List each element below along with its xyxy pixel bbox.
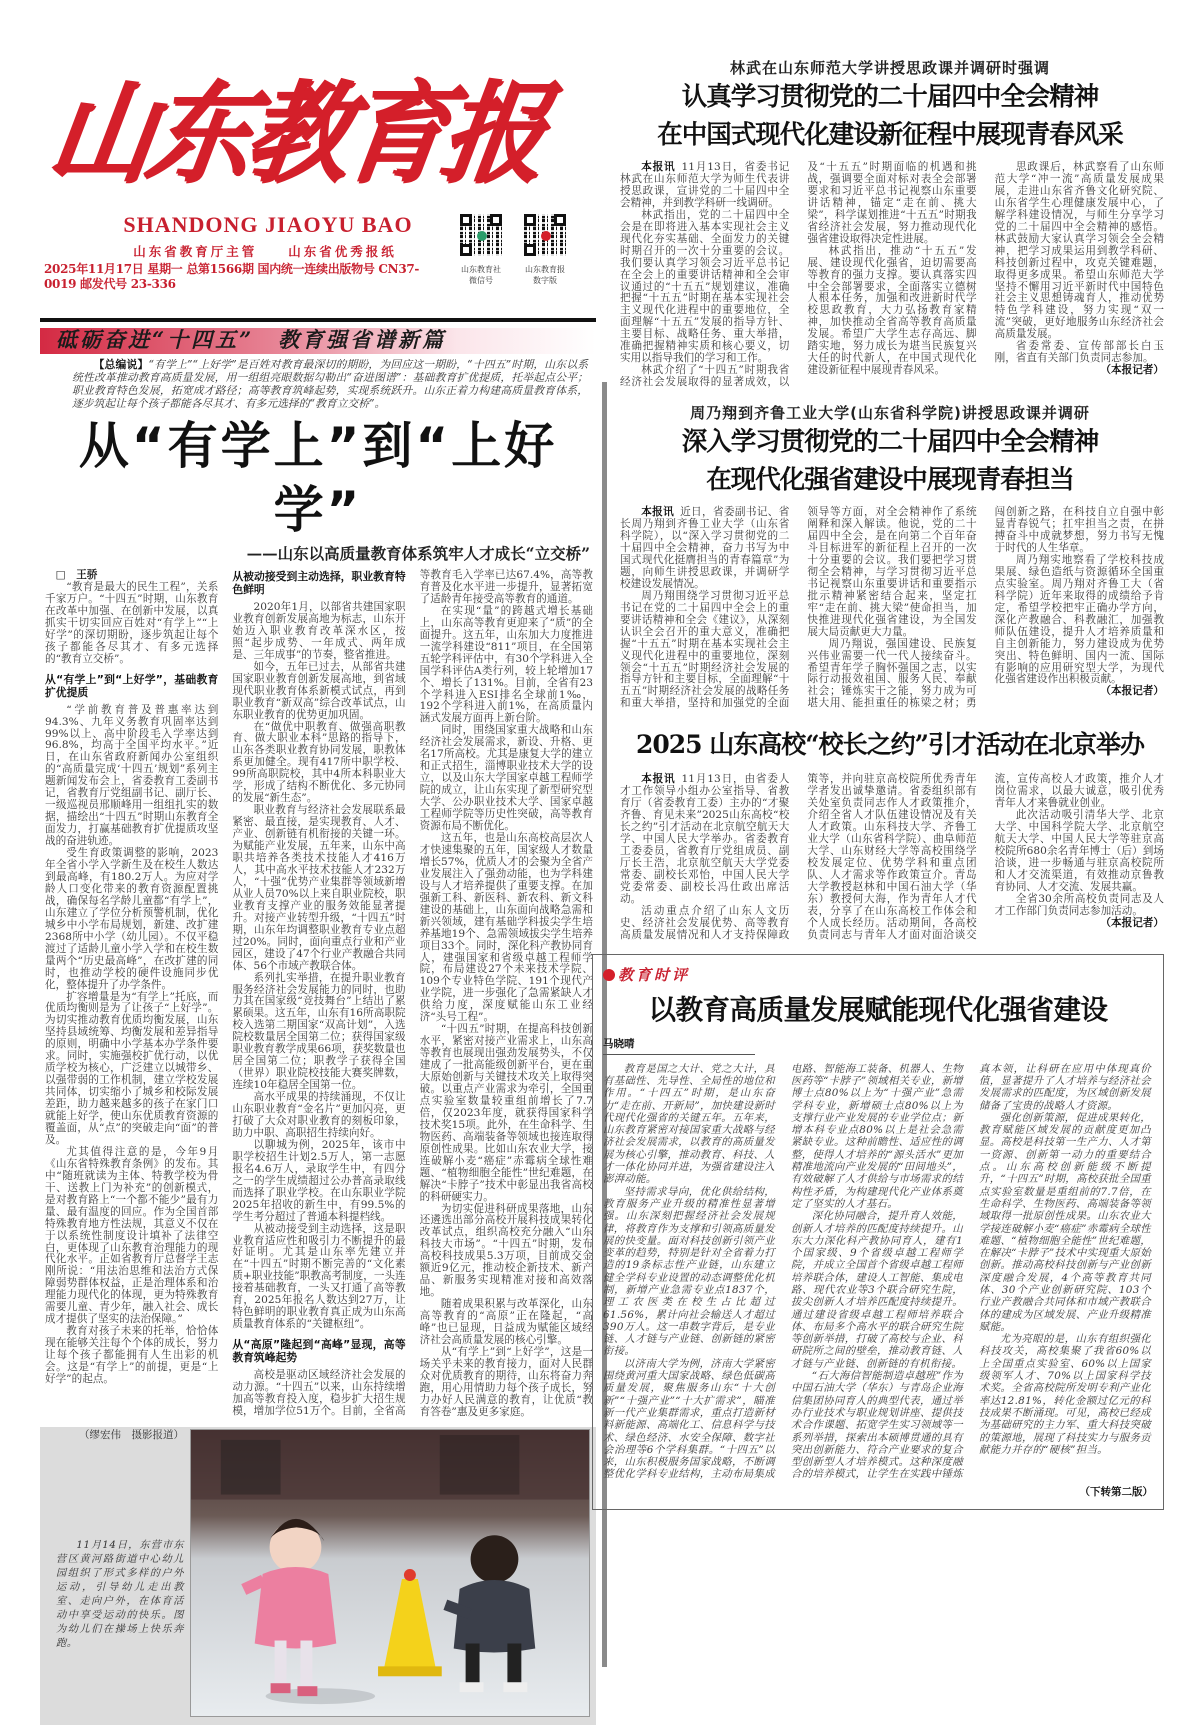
qr-code-icon — [522, 212, 568, 258]
article-1-body — [620, 162, 1164, 389]
dateline-label: 本报讯 — [641, 506, 675, 519]
paragraph: 受生育政策调整的影响，2023年全省小学入学新生及在校生人数达到最高峰，有180.2万人。为应对学龄人口变化带来的教育资源配置挑战，确保每名学龄儿童都“有学上”，山东建立了学位分析预警机制，优化城乡中小学布局规划，新建、改扩建2368所中小学（幼儿园）。不仅平稳渡过了适龄儿童小学入学和在校生数量两个“历史最高峰”，在改扩建的同时，也推动学校的硬件设施同步优化，整体提升了办学条件。 — [45, 847, 219, 991]
paragraph: 职业教育与经济社会发展联系最紧密、最直接，是实现教育、人才、产业、创新链有机衔接的关键一环。为赋能产业发展，五年来，山东中高职共培养各类技术技能人才416万人，其中高水平技术技能人才232万人，“十强”优势产业集群等领域新增从业人员70%以上来自职业院校，职业教育支撑产业的服务效能显著提升。对接产业转型升级，“十四五”时期，山东年均调整职业教育专业点超过20%。同时，面向重点行业和产业园区，建设了47个行业产教融合共同体、56个市域产教联合体。 — [232, 804, 406, 972]
series-banner — [40, 328, 596, 354]
paragraph: 随着成果积累与改革深化，山东高等教育的“高原”正在隆起，“高峰”也已显现，日益成为赋能区域经济社会高质量发展的核心引擎。 — [419, 1298, 593, 1346]
paragraph: 周乃翔说，强国建设、民族复兴伟业需要一代一代人接续奋斗。希望青年学子胸怀强国之志，以实际行动报效祖国、服务人民、奉献社会；锤炼实干之能，努力成为可堪大用、能担重任的栋梁之材；勇闯创新之路，在科技自立自强中彰显青春锐气；扛牢担当之责，在拼搏奋斗中成就梦想，努力书写无愧于时代的人生华章。 — [807, 506, 1164, 710]
paragraph-text: 11月13日，省委书记林武在山东师范大学为师生代表讲授思政课，宣讲党的二十届四中全会精神，并到教学科研一线调研。 — [620, 161, 790, 209]
right-column — [603, 58, 1166, 1510]
article-3-headline[interactable]: 2025 山东高校“校长之约”引才活动在北京举办 — [635, 730, 1145, 760]
paragraph: 在实现“量”的跨越式增长基础上，山东高等教育更迎来了“质”的全面提升。这五年，山东加大力度推进一流学科建设“811”项目，在全国第五轮学科评估中，有30个学科进入全国学科评估A类行列，较上轮增加17个、增长了131%。目前，全省有23个学科进入ESI排名全球前1‰，192个学科进入前1%，在高质量内涵式发展方面再上新台阶。 — [419, 604, 593, 725]
commentary-author: 马晓晴 — [603, 1037, 755, 1055]
newspaper-english-name: SHANDONG JIAOYU BAO — [123, 212, 413, 237]
paragraph: “学前教育普及普惠率达到94.3%、九年义务教育巩固率达到99%以上、高中阶段毛入学率达到96.8%，均高于全国平均水平。”近日，在山东省政府新闻办公室组织的“高质量完成‘十四五’规划”系列主题新闻发布会上，省委教育工委副书记，省教育厅党组副书记、副厅长、一级巡视员邢顺峰用一组组扎实的数据，描绘出“十四五”时期山东教育全面发力，打赢基础教育扩优提质攻坚战的奋进轨迹。 — [45, 703, 219, 848]
article-1-headline-line-2[interactable]: 在中国式现代化建设新征程中展现青春风采 — [657, 120, 1123, 150]
lead-story-title[interactable]: 从“有学上”到“上好学” — [78, 417, 558, 539]
paragraph: 从“有学上”到“上好学”，这是一场关乎未来的教育接力，面对人民群众对优质教育的期待，山东将奋力奔跑，用心用情助力每个孩子成长，努力办好人民满意的教育，让优质“教育答卷”惠及更多家庭。 — [419, 1345, 593, 1418]
newspaper-logo: 山东教育报 — [40, 67, 550, 198]
lead-story-body — [45, 570, 593, 1419]
paragraph: 尤为亮眼的是，山东有组织强化科技攻关，高校集聚了我省60%以上全国重点实验室、60%以上国家级领军人才、70%以上国家科学技术奖。全省高校院所发明专利产业化率达12.81%，转化金额过亿元的科技成果不断涌现。可见，高校已经成为基础研究的主力军、重大科技突破的策源地，展现了科技实力与服务贡献能力并存的“硬核”担当。 — [979, 1333, 1151, 1456]
photo-credit: （缪宏伟 摄影报道） — [79, 1428, 184, 1441]
photo-caption: 11月14日，东营市东营区黄河路街道中心幼儿园组织了形式多样的户外运动，引导幼儿走出教室、走向户外，在体育活动中享受运动的快乐。图为幼儿们在操场上快乐奔跑。 — [56, 1539, 184, 1649]
paragraph: 从被动接受到主动选择，这是职业教育适应性和吸引力不断提升的最好证明。尤其是山东率先建立并在“十四五”时期不断完善的“文化素质+职业技能”职教高考制度，一头连接着基础教育，一头又打通了高等教育，2025年报名人数达到27万，让特色鲜明的职业教育真正成为山东高质量教育体系的“关键枢纽”。 — [232, 1222, 406, 1331]
reporter-sign: （本报记者） — [1100, 916, 1164, 929]
article-2-headline[interactable]: 深入学习贯彻党的二十届四中全会精神 — [681, 427, 1099, 458]
reporter-sign: （本报记者） — [1100, 364, 1164, 377]
qr-label-line: 数字版 — [533, 276, 557, 285]
editorial-label: 【总编说】 — [93, 358, 149, 371]
paragraph — [620, 774, 789, 905]
reporter-sign: （本报记者） — [1100, 685, 1164, 698]
editorial-text: “有学上”“上好学”是百姓对教育最深切的期盼，为回应这一期盼，“十四五”时期，山东以系统性改革推动教育高质量发展，用一组组亮眼数据勾勒出“奋进图谱”：基础教育扩优提质，托举起点公平；职业教育特色发展，拓宽成才路径；高等教育筑峰起势，实现系统跃升。山东正着力构建高质量教育体系，逐步筑起让每个孩子都能各尽其才、有多元选择的“教育立交桥”。 — [72, 358, 588, 410]
paragraph: 2020年1月，以部省共建国家职业教育创新发展高地为标志，山东开始迈入职业教育改革深水区，按照“起步成势、一年成式、两年成是、三年成事”的节奏，整省推进。 — [232, 601, 406, 661]
qr-digital-edition[interactable] — [522, 212, 568, 258]
paragraph: 同时，围绕国家重大战略和山东经济社会发展需求，新设、升格、更名17所高校。尤其是康复大学的建立和正式招生，淄博职业技术大学的设立，以及山东大学国家卓越工程师学院的成立，让山东实现了新型研究型大学、公办职业技术大学、国家卓越工程师学院等历史性突破，高等教育资源布局不断优化。 — [419, 724, 593, 833]
article-3-body — [620, 774, 1164, 941]
commentary-body — [603, 1063, 1151, 1481]
paragraph: “石大海信智能制造卓越班”作为中国石油大学（华东）与青岛企业海信集团协同育人的典型代表，通过举办行业技术与职业规划讲座、提供技术合作课题、拓宽学生实习领域等一系列举措，探索出本硕博贯通的具有突出创新能力、符合产业要求的复合型创新型人才培养模式。这种深度融合的培养模式，让学生在实践中锤炼真本领，让科研在应用中体现真价值，显著提升了人才培养与经济社会发展需求的匹配度，为区域创新发展储备了宝贵的战略人才资源。 — [791, 1062, 1151, 1481]
qr-code-icon — [458, 212, 504, 258]
paragraph: 扩容增量是为“有学上”托底，而优质均衡则是为了让孩子“上好学”。为切实推动教育优质均衡发展，山东坚持县域统筹、均衡发展和差异指导的原则，明确中小学基本办学条件要求。同时，实施强校扩优行动，以优质学校为核心，广泛建立以城带乡、以强带弱的工作机制，建立学校发展共同体，切实缩小了城乡和校际发展差距，助力越来越多的孩子在家门口就能上好学，使山东优质教育资源的覆盖面，从“点”的突破走向“面”的普及。 — [45, 990, 219, 1146]
commentary-section-label — [603, 965, 1153, 985]
paragraph: 省委常委、宣传部部长白玉刚，省直有关部门负责同志参加。 — [994, 340, 1164, 365]
paragraph: 教育是国之大计、党之大计，具有基础性、先导性、全局性的地位和作用。“十四五”时期，是山东奋力“走在前、开新局”，加快建设新时代现代化强省的关键五年。五年来，山东教育紧密对接国家重大战略与经济社会发展需求，以教育的高质量发展为核心引擎，推动教育、科技、人才一体化协同并进，为强省建设注入澎湃动能。 — [603, 1062, 775, 1186]
editorial-note — [72, 358, 588, 410]
qr-wechat[interactable] — [458, 212, 504, 258]
paragraph: 深化协同融合，提升育人效能，创新人才培养的匹配度持续提升。山东大力深化科产教协同育人，建有1个国家级、9个省级卓越工程师学院，并成立全国首个省级卓越工程师培养联合体，建设人工智能、集成电路、现代农业等3个联合研究生院，拔尖创新人才培养匹配度持续提升。通过建设省级卓越工程师培养联合体、布局多个高水平的联合研究生院等创新举措，打破了高校与企业、科研院所之间的壁垒，推动教育链、人才链与产业链、创新链的有机衔接。 — [791, 1210, 963, 1370]
paragraph: 系列扎实举措，在提升职业教育服务经济社会发展能力的同时，也助力其在国家级“竞技舞台”上结出了累累硕果。这五年，山东有16所高职院校入选第二期国家“双高计划”，入选院校数量居全国第二位；获得国家级职业教育教学成果66项，获奖数量也居全国第二位；职教学子获得全国（世界）职业院校技能大赛奖牌数，连续10年稳居全国第一位。 — [232, 971, 406, 1092]
dateline-label: 本报讯 — [641, 161, 676, 173]
paragraph: 高校是驱动区域经济社会发展的动力源。“十四五”以来，山东持续增加高等教育投入度，稳步扩大招生规模，增加学位51万个。目前，全省高等教育毛入学率已达67.4%，高等教育普及化水平进一步提升，显著拓宽了适龄青年接受高等教育的通道。 — [232, 569, 593, 1417]
paragraph: “十四五”时期，在提高科技创新水平，紧密对接产业需求上，山东高等教育也展现出强劲发展势头，不仅建成了一批高能级创新平台，更在重大原始创新与关键技术攻关上取得突破。以重点产业需求为牵引，全国重点实验室数量较重组前增长了7.7倍，仅2023年度，就获得国家科学技术奖15项。此外，在生命科学、生物医药、高端装备等领域也接连取得原创性成果。比如山东农业大学，接连破解小麦“癌症”赤霉病全球性难题、“植物细胞全能性”世纪难题，在解决“卡脖子”技术中彰显出我省高校的科研硬实力。 — [419, 1023, 593, 1203]
article-2-body — [620, 507, 1164, 710]
paragraph: 强化创新策源，促进成果转化，教育赋能区域发展的贡献度更加凸显。高校是科技第一生产力、人才第一资源、创新第一动力的重要结合点。山东高校创新能级不断提升，“十四五”时期，高校获批全国重点实验室数量是重组前的7.7倍，在生命科学、生物医药、高端装备等领域取得一批原创性成果。山东农业大学接连破解小麦“癌症”赤霉病全球性难题、“植物细胞全能性”世纪难题，在解决“卡脖子”技术中实现重大原始创新。推动高校科技创新与产业创新深度融合发展，4个高等教育共同体、30个产业创新研究院、103个行业产教融合共同体和市域产教联合体的建成为区域发展、产业升级精准赋能。 — [979, 1111, 1151, 1333]
paragraph: 活动重点介绍了山东人文历史、经济社会发展优势、高等教育高质量发展情况和人才支持保障政策等，并向驻京高校院所优秀青年学者发出诚挚邀请。省委组织部有关处室负责同志作人才政策推介，介绍全省人才队伍建设情况及有关人才政策。山东科技大学、齐鲁工业大学（山东省科学院）、曲阜师范大学、山东财经大学等高校围绕学校发展定位、优势学科和重点团队、人才需求等作政策宣介。青岛大学教授赵林和中国石油大学（华东）教授何大海，作为青年人才代表，分享了在山东高校工作体会和个人成长经历。活动期间，各高校负责同志与青年人才面对面洽谈交流，宣传高校人才政策，推介人才岗位需求，以最大诚意，吸引优秀青年人才来鲁就业创业。 — [620, 773, 1164, 941]
paragraph: 此次活动吸引清华大学、北京大学、中国科学院大学、北京航空航天大学、中国人民大学等驻京高校院所680余名青年博士（后）到场洽谈，进一步畅通与驻京高校院所和人才交流渠道，有效推动京鲁教育协同、人才交流、发展共赢。 — [994, 809, 1164, 893]
news-photo-children-running[interactable] — [190, 1429, 590, 1717]
section-subhead: 从被动接受到主动选择，职业教育特色鲜明 — [232, 570, 406, 596]
photo-box — [40, 1427, 596, 1725]
paragraph: 全省30余所高校负责同志及人才工作部门负责同志参加活动。 — [994, 892, 1164, 917]
paragraph: 高水平成果的持续涌现，不仅让山东职业教育“金名片”更加闪亮，更打破了大众对职业教育的刻板印象，助力中职、高职招生持续向好。 — [232, 1091, 406, 1139]
continued-on-page-2[interactable]: （下转第二版） — [1079, 1485, 1153, 1498]
article-1-kicker: 林武在山东师范大学讲授思政课并调研时强调 — [729, 59, 1050, 77]
paragraph: 周乃翔实地察看了学校科技成果展、绿色造纸与资源循环全国重点实验室。周乃翔对齐鲁工大（省科学院）近年来取得的成绩给予肯定，希望学校把牢正确办学方向，深化产教融合、科教融汇，加强教师队伍建设，提升人才培养质量和自主创新能力，努力建设成为优势突出、特色鲜明、国内一流、国际有影响的应用研究型大学，为现代化强省建设作出积极贡献。 — [994, 553, 1164, 686]
qr-label-line: 山东教育社 — [461, 265, 501, 274]
paragraph: 以聊城为例，2025年，该市中职学校招生计划2.5万人，第一志愿报名4.6万人，录取学生中，有四分之一的学生成绩超过公办普高录取线而选择了职业学校。在山东职业学院2025年招收的新生中，有99.5%的学生考分超过了普通本科提档线。 — [232, 1138, 406, 1223]
paragraph: 如今，五年已过去，从部省共建国家职业教育创新发展高地，到省域现代职业教育体系新模式试点，再到职业教育“新双高”综合改革试点，山东职业教育的优势更加巩固。 — [232, 660, 406, 721]
dateline-label: 本报讯 — [641, 773, 676, 786]
paragraph: 以济南大学为例，济南大学紧密围绕黄河重大国家战略、绿色低碳高质量发展，聚焦服务山东“十大创新”“十强产业”“十大扩需求”，瞄准新一代产业集群需求，重点打造新材料新能源、高端化工、信息科学与技术、绿色经济、水安全保障、数字社会治理等6个学科集群。“十四五”以来，山东积极服务国家战略，不断调整优化学科专业结构，主动布局集成电路、智能海工装备、机器人、生物医药等“卡脖子”领域相关专业，新增博士点80%以上为“十强产业”急需学科专业，新增硕士点80%以上为支撑行业产业发展的专业学位点；新增本科专业点80%以上是社会急需紧缺专业。这种前瞻性、适应性的调整，使得人才培养的“源头活水”更加精准地流向产业发展的“田间地头”，有效破解了人才供给与市场需求的结构性矛盾，为构建现代化产业体系奠定了坚实的人才基石。 — [603, 1062, 963, 1481]
paragraph — [620, 162, 789, 210]
paragraph: 在“做优中职教育、做强高职教育、做大职业本科”思路的指导下，山东各类职业教育协同发展，职教体系更加健全。现有417所中职学校、99所高职院校，其中4所本科职业大学，形成了结构不断优化、多元协同的发展“新生态”。 — [232, 720, 406, 805]
paragraph — [620, 507, 789, 591]
paragraph: 林武介绍了“十四五”时期我省经济社会发展取得的显著成效，以及“十五五”时期面临的机遇和挑战，强调要全面对标对表全会部署要求和习近平总书记视察山东重要讲话精神，锚定“走在前、挑大梁”，科学谋划推进“十五五”时期我省经济社会发展，努力推动现代化强省建设取得决定性进展。 — [620, 161, 977, 389]
issue-date-line: 2025年11月17日 星期一 总第1566期 国内统一连续出版物号 CN37-0019 邮发代号 23-336 — [44, 262, 420, 291]
red-dot-icon — [603, 969, 615, 981]
qr-digital-label — [514, 264, 576, 286]
article-1-headline[interactable]: 认真学习贯彻党的二十届四中全会精神 — [681, 82, 1099, 112]
section-subhead: 从“有学上”到“上好学”，基础教育扩优提质 — [45, 672, 219, 699]
masthead-rule — [40, 318, 596, 322]
article-2-kicker: 周乃翔到齐鲁工业大学(山东省科学院)讲授思政课并调研 — [690, 404, 1090, 423]
article-2-headline-line-2[interactable]: 在现代化强省建设中展现青春担当 — [706, 465, 1074, 496]
paragraph: 这五年，也是山东高校高层次人才快速集聚的五年，国家级人才数量增长57%，优质人才的会聚为全省产业发展注入了强劲动能，也为学科建设与人才培养提供了重要支撑。在加强新工科、新医科、新农科、新文科建设的基础上，山东面向战略急需和新兴领域，建有基础学科拔尖学生培养基地19个、急需领域拔尖学生培养项目33个。同时，深化科产教协同育人，建强国家和省级卓越工程师学院，布局建设27个未来技术学院、109个专业特色学院、191个现代产业学院，进一步强化了急需紧缺人才供给力度，深度赋能山东工业经济“头号工程”。 — [419, 831, 593, 1024]
paragraph: 教育对孩子未来的托举，恰恰体现在能够关注每个个体的成长，努力让每个孩子都能拥有人生出彩的机会。这是“有学上”的前提，更是“上好学”的起点。 — [45, 1325, 219, 1385]
paragraph: 思政课后，林武察看了山东师范大学“冲一流”高质量发展成果展，走进山东省齐鲁文化研究院、山东省学生心理健康发展中心，了解学科建设情况，与师生分享学习党的二十届四中全会精神的感悟。林武鼓励大家认真学习领会全会精神，把学习成果运用到教学科研、科技创新过程中，攻克关键难题，取得更多成果。希望山东师范大学坚持不懈用习近平新时代中国特色社会主义思想铸魂育人，推动优势特色学科建设，努力实现“双一流”突破，更好地服务山东经济社会高质量发展。 — [994, 161, 1164, 341]
paragraph: “教育是最大的民生工程”，关系千家万户。“十四五”时期，山东教育在改革中加强、在创新中发展，以真抓实干切实回应百姓对“有学上”“上好学”的深切期盼，逐步筑起让每个孩子都能各尽其才、有多元选择的“教育立交桥”。 — [45, 580, 219, 665]
commentary-label-text: 教育时评 — [618, 965, 691, 984]
series-banner-title: 砥砺奋进“十四五” 教育强省谱新篇 — [56, 327, 447, 352]
lead-story-subtitle: ——山东以高质量教育体系筑牢人才成长“立交桥” — [246, 544, 590, 563]
left-column — [40, 328, 596, 1725]
newspaper-sponsors: 山东省教育厅主管 山东省优秀报纸 — [133, 244, 397, 259]
section-subhead: 从“高原”隆起到“高峰”显现，高等教育筑峰起势 — [232, 1338, 406, 1365]
commentary-title[interactable]: 以教育高质量发展赋能现代化强省建设 — [648, 993, 1108, 1026]
paragraph: 为切实促进科研成果落地，山东还遴选出部分高校开展科技成果转化改革试点，组织高校充分融入“山东科技大市场”。“十四五”时期，发布高校科技成果5.3万项，目前成交金额近9亿元，推动校企新技术、新产品、新服务实现精准对接和高效落地。 — [419, 1202, 593, 1299]
author-byline: □ 王骄 — [55, 569, 98, 581]
paragraph: 坚持需求导向，优化供给结构，教育服务产业升级的精准性显著增强。山东深刻把握经济社会发展规律，将教育作为支撑和引领高质量发展的快变量。面对科技创新引领产业变革的趋势，特别是针对全省着力打造的19条标志性产业链，山东建立健全学科专业设置的动态调整优化机制，新增产业急需专业点1837个，理工农医类在校生占比超过61.56%，累计向社会输送人才超过390万人。这一串数字背后，是专业链、人才链与产业链、创新链的紧密衔接。 — [603, 1185, 775, 1358]
paragraph-text: 11月13日，由省委人才工作领导小组办公室指导、省教育厅（省委教育工委）主办的“才聚齐鲁、育见未来”2025山东高校“校长之约”引才活动在北京航空航天大学、中国人民大学举办。省委教育工委委员，省教育厅党组成员、副厅长王浩，北京航空航天大学党委常委、副校长邓怡，中国人民大学党委常委、副校长冯仕政出席活动。 — [620, 773, 790, 905]
paragraph: 林武指出，推动“十五五”发展、建设现代化强省，迫切需要高等教育的强力支撑。要认真落实四中全会部署要求，全面落实立德树人根本任务，加强和改进新时代学校思政教育，大力弘扬教育家精神，加快推动全省高等教育高质量发展。希望广大学生志存高远、脚踏实地，努力成长为堪当民族复兴大任的时代新人，在中国式现代化建设新征程中展现青春风采。 — [807, 244, 977, 377]
paragraph: 周乃翔围绕学习贯彻习近平总书记在党的二十届四中全会上的重要讲话精神和全会《建议》，从深刻认识全会召开的重大意义，准确把握“十五五”时期在基本实现社会主义现代化进程中的重要地位，深刻领会“十五五”时期经济社会发展的指导方针和主要目标，全面理解“十五五”时期经济社会发展的战略任务和重大举措，坚持和加强党的全面领导等方面，对全会精神作了系统阐释和深入解读。他说，党的二十届四中全会，是在向第二个百年奋斗目标进军的新征程上召开的一次十分重要的会议。我们要把学习贯彻全会精神，与学习贯彻习近平总书记视察山东重要讲话和重要指示批示精神紧密结合起来，坚定扛牢“走在前、挑大梁”使命担当，加快推进现代化强省建设，为全国发展大局贡献更大力量。 — [620, 506, 977, 710]
qr-label-line: 微信号 — [469, 276, 493, 285]
qr-label-line: 山东教育报 — [525, 265, 565, 274]
qr-wechat-label — [450, 264, 512, 286]
paragraph: 林武指出，党的二十届四中全会是在即将进入基本实现社会主义现代化夯实基础、全面发力的关键时期召开的一次十分重要的会议。我们要认真学习领会习近平总书记在全会上的重要讲话精神和全会审议通过的“十五五”规划建议，准确把握“十五五”时期在基本实现社会主义现代化进程中的重要地位，全面理解“十五五”发展的指导方针、主要目标、战略任务、重大举措，准确把握精神实质和核心要义，切实用以指导我们的学习和工作。 — [620, 208, 790, 365]
commentary-box — [592, 954, 1164, 1510]
paragraph: 尤其值得注意的是，今年9月《山东省特殊教育条例》的发布。其中“随班就读为主体、特教学校为骨干、送教上门为补充”的创新模式，是对教育路上“一个都不能少”最有力量、最有温度的回应。作为全国首部特殊教育地方性法规，其意义不仅在于以系统性制度设计填补了法律空白，更体现了山东教育治理能力的现代化水平。正如省教育厅总督学王志刚所说：“用法治思维和法治方式保障弱势群体权益，正是治理体系和治理能力现代化的体现，更为特殊教育需要儿童、青少年，融入社会、成长成才提供了坚实的法治保障。” — [45, 1145, 219, 1326]
paragraph-text: 近日，省委副书记、省长周乃翔到齐鲁工业大学（山东省科学院），以“深入学习贯彻党的二十届四中全会精神，奋力书写为中国式现代化挺膺担当的青春篇章”为题，向师生讲授思政课，并调研学校建设发展情况。 — [620, 506, 790, 590]
